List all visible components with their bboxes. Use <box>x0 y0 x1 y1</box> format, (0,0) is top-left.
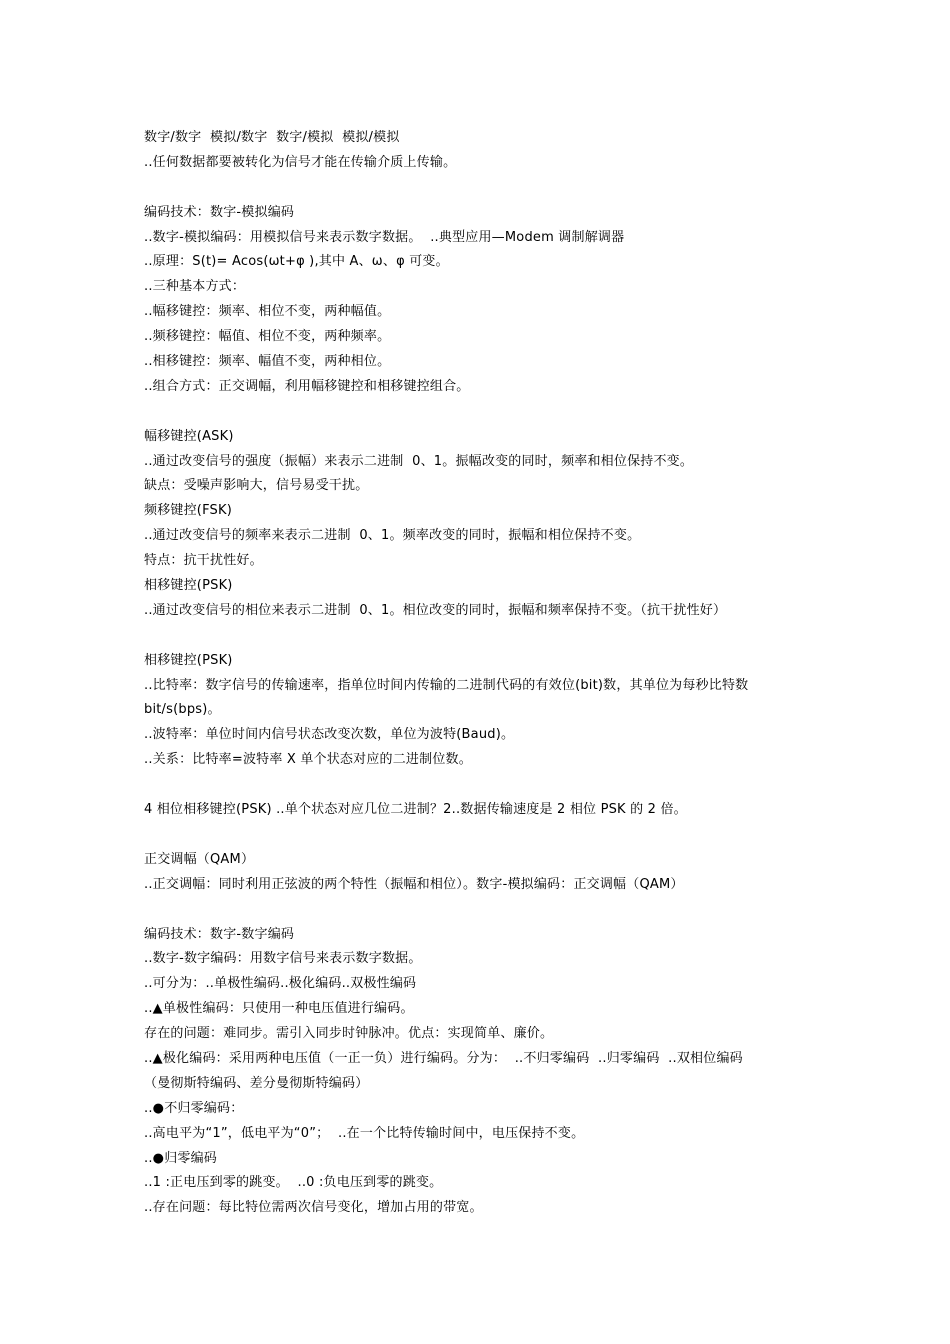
text-line: ..▲单极性编码：只使用一种电压值进行编码。 <box>144 1001 414 1017</box>
text-line: 数字/数字 模拟/数字 数字/模拟 模拟/模拟 <box>144 130 400 145</box>
text-line: ..通过改变信号的强度（振幅）来表示二进制 0、1。振幅改变的同时，频率和相位保持不变。 <box>144 453 694 469</box>
text-line: ..数字-数字编码：用数字信号来表示数字数据。 <box>144 951 422 967</box>
text-line: ..相移键控：频率、幅值不变，两种相位。 <box>144 354 391 370</box>
text-line: ..比特率：数字信号的传输速率，指单位时间内传输的二进制代码的有效位(bit)数，其单位为每秒比特数 <box>144 677 749 693</box>
text-line: ..原理：S(t)= Acos(ωt+φ ),其中 A、ω、φ 可变。 <box>144 254 449 270</box>
blank-line <box>144 400 824 425</box>
text-line: ..存在问题：每比特位需两次信号变化，增加占用的带宽。 <box>144 1200 483 1216</box>
section-heading: 编码技术：数字-模拟编码 <box>144 204 295 220</box>
text-line: ..可分为：..单极性编码..极化编码..双极性编码 <box>144 976 417 992</box>
blank-line <box>144 823 824 848</box>
section-heading: 正交调幅（QAM） <box>144 851 255 867</box>
text-line: 特点：抗干扰性好。 <box>144 553 263 569</box>
text-line: bit/s(bps)。 <box>144 702 221 718</box>
blank-line <box>144 898 824 923</box>
section-heading: 相移键控(PSK) <box>144 578 233 594</box>
text-line: ..1 :正电压到零的跳变。 ..0 :负电压到零的跳变。 <box>144 1175 443 1191</box>
text-line: ..数字-模拟编码：用模拟信号来表示数字数据。 ..典型应用—Modem 调制解调器 <box>144 229 625 245</box>
text-line: ..波特率：单位时间内信号状态改变次数，单位为波特(Baud)。 <box>144 727 515 743</box>
text-line: 存在的问题：难同步。需引入同步时钟脉冲。优点：实现简单、廉价。 <box>144 1026 554 1042</box>
section-heading: 幅移键控(ASK) <box>144 428 234 444</box>
text-line: ..频移键控：幅值、相位不变，两种频率。 <box>144 329 391 345</box>
text-line: 4 相位相移键控(PSK) ..单个状态对应几位二进制？2..数据传输速度是 2 相位 PSK 的 2 倍。 <box>144 802 687 818</box>
text-line: ..正交调幅：同时利用正弦波的两个特性（振幅和相位）。数字-模拟编码：正交调幅（QAM） <box>144 876 684 892</box>
text-line: 缺点：受噪声影响大，信号易受干扰。 <box>144 478 369 494</box>
blank-line <box>144 176 824 201</box>
text-line: ..●不归零编码： <box>144 1100 244 1116</box>
text-line: （曼彻斯特编码、差分曼彻斯特编码） <box>144 1075 369 1091</box>
text-line: ..●归零编码 <box>144 1150 218 1166</box>
text-line: ..通过改变信号的频率来表示二进制 0、1。频率改变的同时，振幅和相位保持不变。 <box>144 528 641 544</box>
text-line: ..组合方式：正交调幅，利用幅移键控和相移键控组合。 <box>144 378 470 394</box>
blank-line <box>144 624 824 649</box>
section-heading: 相移键控(PSK) <box>144 652 233 668</box>
section-heading: 编码技术：数字-数字编码 <box>144 926 295 942</box>
text-line: ..任何数据都要被转化为信号才能在传输介质上传输。 <box>144 154 457 170</box>
text-line: ..幅移键控：频率、相位不变，两种幅值。 <box>144 304 391 320</box>
text-line: ..通过改变信号的相位来表示二进制 0、1。相位改变的同时，振幅和频率保持不变。（抗干扰性好） <box>144 602 727 618</box>
text-line: ..关系：比特率=波特率 X 单个状态对应的二进制位数。 <box>144 752 472 768</box>
document-body <box>144 126 824 1221</box>
text-line: ..▲极化编码：采用两种电压值（一正一负）进行编码。分为： ..不归零编码 ..归零编码 ..双相位编码 <box>144 1050 743 1066</box>
section-heading: 频移键控(FSK) <box>144 503 232 519</box>
blank-line <box>144 773 824 798</box>
text-line: ..三种基本方式： <box>144 279 246 295</box>
text-line: ..高电平为“1”，低电平为“0”； ..在一个比特传输时间中，电压保持不变。 <box>144 1125 585 1141</box>
